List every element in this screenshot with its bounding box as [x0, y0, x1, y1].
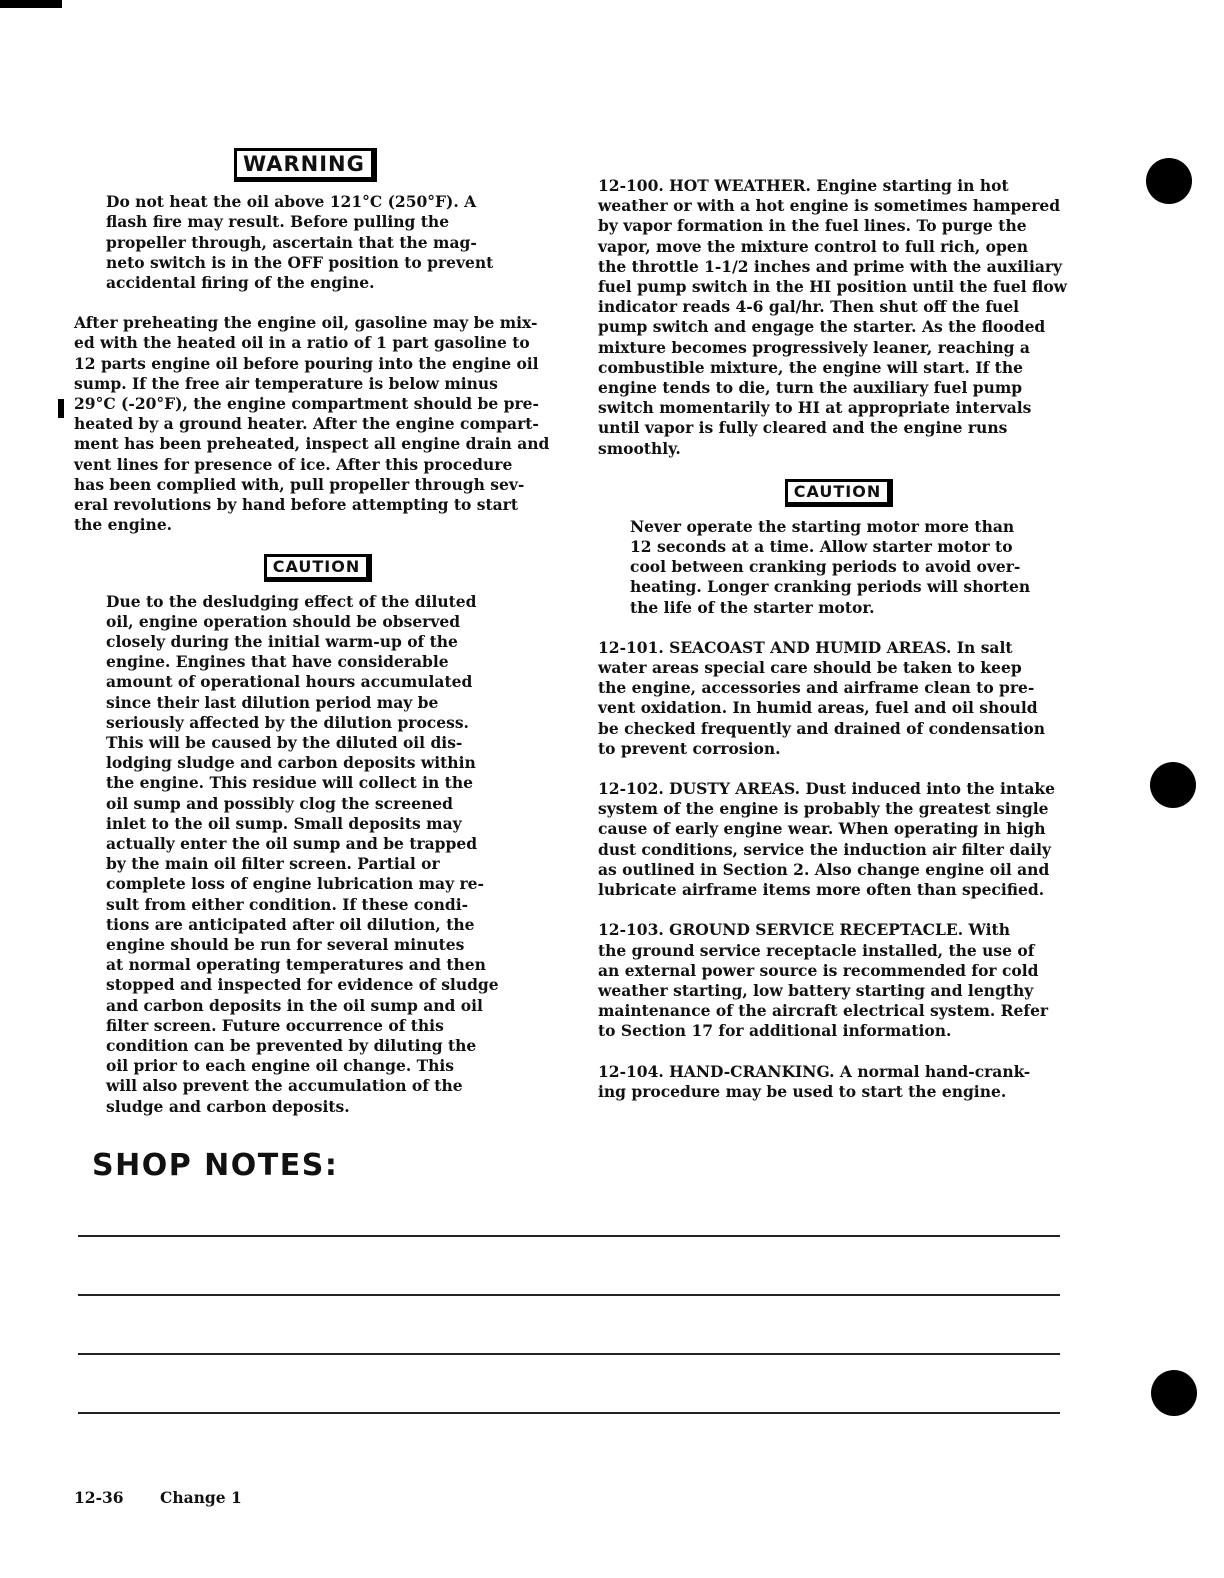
caution-text: Due to the desludging effect of the diluted oil, engine operation should be observed closely during the initial warm-up of the engine. Engines that have considerable amount of operational hours accumulated since their last dilution period may be seriously affected by the dilution process. This will be caused by the diluted oil dis- lodging sludge and carbon deposits within the engine. This residue will collect in the oil sump and possibly clog the screened inlet to the oil sump. Small deposits may actually enter the oil sump and be trapped by the main oil filter screen. Partial or complete loss of engine lubrication may re- sult from either condition. If these condi- tions are anticipated after oil dilution, the engine should be run for several minutes at normal operating temperatures and then stopped and inspected for evidence of sludge and carbon deposits in the oil sump and oil filter screen. Future occurrence of this condition can be prevented by diluting the oil prior to each engine oil change. This will also prevent the accumulation of the sludge and carbon deposits. — [106, 591, 499, 1116]
binder-punch-hole — [1151, 1370, 1197, 1416]
notes-line — [78, 1294, 1060, 1296]
binder-punch-hole — [1150, 762, 1196, 808]
caution-heading — [74, 554, 562, 582]
warning-heading — [74, 148, 562, 182]
page-number: 12-36 — [74, 1488, 124, 1507]
warning-text: Do not heat the oil above 121°C (250°F). A flash fire may result. Before pulling the propeller through, ascertain that the mag- neto switch is in the OFF position to prevent accidental firing of the engine. — [106, 192, 494, 293]
caution-label: CAUTION — [264, 554, 372, 582]
seacoast-paragraph: 12-101. SEACOAST AND HUMID AREAS. In salt water areas special care should be taken to keep the engine, accessories and airframe clean to pre- vent oxidation. In humid areas, fuel and oil should be checked frequently and drained of condensation to prevent corrosion. — [598, 637, 1046, 758]
binder-punch-hole — [1146, 158, 1192, 204]
notes-line — [78, 1235, 1060, 1237]
notes-line — [78, 1412, 1060, 1414]
warning-label: WARNING — [234, 148, 377, 182]
corner-mark — [0, 0, 62, 8]
right-column — [598, 176, 1080, 1102]
dusty-areas-paragraph: 12-102. DUSTY AREAS. Dust induced into the intake system of the engine is probably the greatest single cause of early engine wear. When operating in high dust conditions, service the induction air filter daily as outlined in Section 2. Also change engine oil and lubricate airframe items more often than specified. — [598, 779, 1055, 900]
caution-text: Never operate the starting motor more than 12 seconds at a time. Allow starter motor to cool between cranking periods to avoid over- heating. Longer cranking periods will shorten the life of the starter motor. — [630, 516, 1031, 617]
ground-service-paragraph: 12-103. GROUND SERVICE RECEPTACLE. With the ground service receptacle installed, the use of an external power source is recommended for cold weather starting, low battery starting and lengthy maintenance of the aircraft electrical system. Refer to Section 17 for additional information. — [598, 920, 1049, 1041]
notes-line — [78, 1353, 1060, 1355]
hand-cranking-paragraph: 12-104. HAND-CRANKING. A normal hand-crank- ing procedure may be used to start the engine. — [598, 1061, 1031, 1101]
change-label: Change 1 — [160, 1488, 242, 1507]
caution-label: CAUTION — [785, 479, 893, 507]
hot-weather-paragraph: 12-100. HOT WEATHER. Engine starting in hot weather or with a hot engine is sometimes hampered by vapor formation in the fuel lines. To purge the vapor, move the mixture control to full rich, open the throttle 1-1/2 inches and prime with the auxiliary fuel pump switch in the HI position until the fuel flow indicator reads 4-6 gal/hr. Then shut off the fuel pump switch and engage the starter. As the flooded mixture becomes progressively leaner, reaching a combustible mixture, the engine will start. If the engine tends to die, turn the auxiliary fuel pump switch momentarily to HI at appropriate intervals until vapor is fully cleared and the engine runs smoothly. — [598, 176, 1068, 458]
caution-heading — [598, 479, 1080, 507]
shop-notes-title: SHOP NOTES: — [92, 1148, 339, 1183]
preheat-paragraph: After preheating the engine oil, gasoline may be mix- ed with the heated oil in a ratio of 1 part gasoline to 12 parts engine oil before pouring into the engine oil sump. If the free air temperature is below minus 29°C (-20°F), the engine compartment should be pre- heated by a ground heater. After the engine compart- ment has been preheated, inspect all engine drain and vent lines for presence of ice. After this procedure has been complied with, pull propeller through sev- eral revolutions by hand before attempting to start the engine. — [74, 313, 550, 535]
revision-change-bar — [58, 399, 64, 418]
left-column — [74, 148, 562, 1117]
